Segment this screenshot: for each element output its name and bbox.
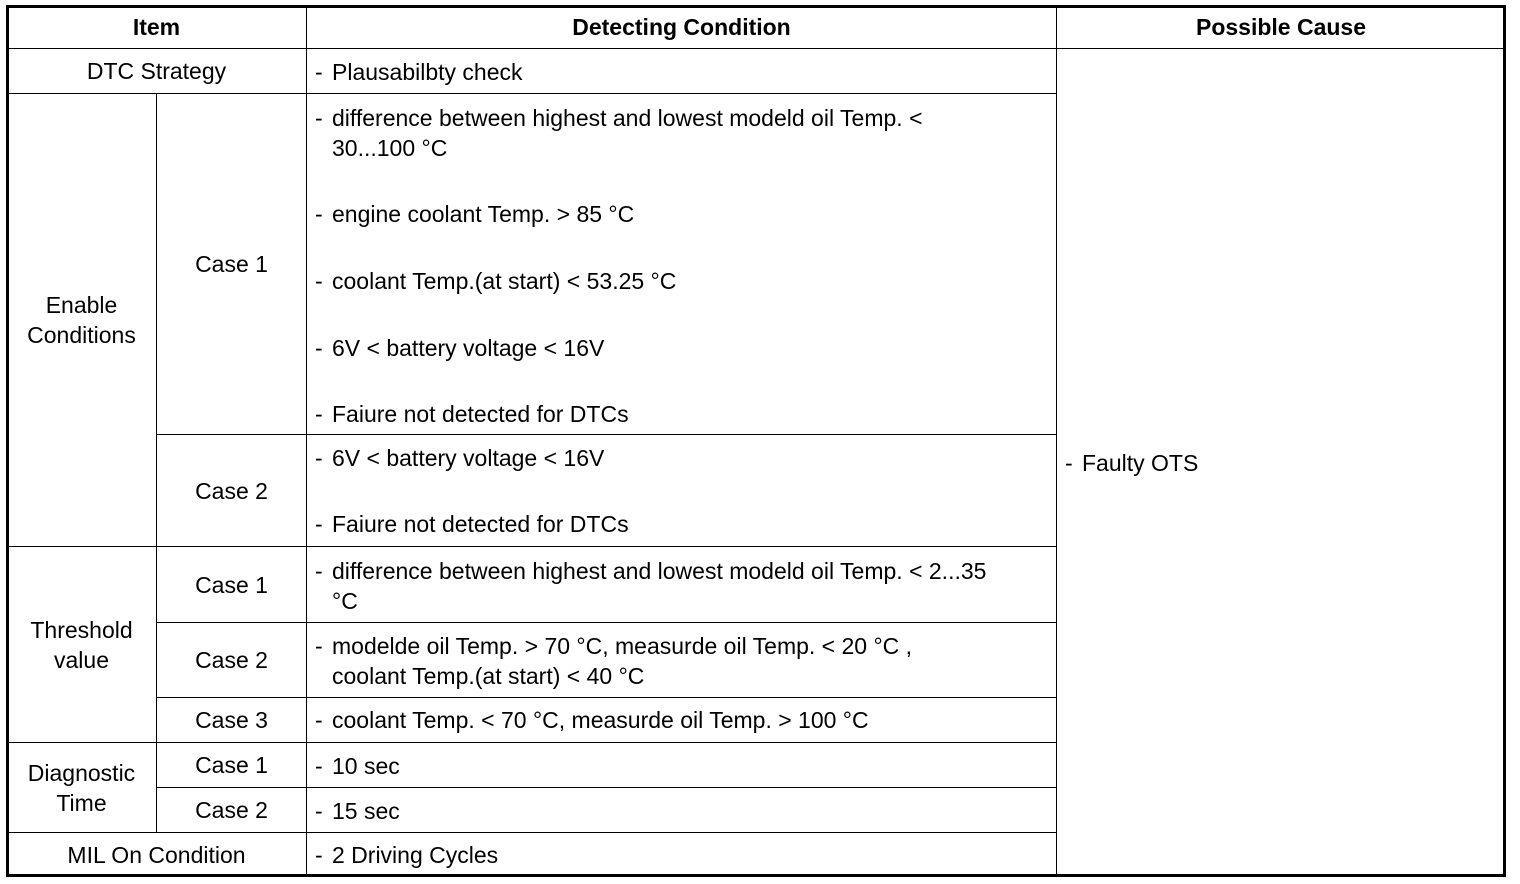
- condition-text: difference between highest and lowest modeld oil Temp. < 30...100 °C: [332, 105, 923, 161]
- bullet-dash: -: [315, 842, 323, 868]
- bullet-dash: -: [315, 798, 323, 824]
- threshold-case2-label: Case 2: [156, 622, 307, 698]
- diagnostic-case1-label: Case 1: [156, 742, 307, 788]
- bullet-dash: -: [315, 558, 323, 584]
- threshold-case2-condition: [306, 622, 1057, 698]
- bullet-dash: -: [1065, 449, 1073, 476]
- dtc-strategy-label: DTC Strategy: [6, 48, 307, 94]
- diagnostic-case2-label: Case 2: [156, 787, 307, 833]
- bullet-dash: -: [315, 401, 323, 427]
- enable-case2-conditions: [306, 434, 1057, 547]
- condition-text: engine coolant Temp. > 85 °C: [332, 201, 635, 227]
- threshold-case1-condition: [306, 546, 1057, 623]
- bullet-dash: -: [315, 335, 323, 361]
- header-item: Item: [6, 5, 307, 49]
- header-possible-cause: Possible Cause: [1056, 5, 1506, 49]
- enable-conditions-label: Enable Conditions: [6, 93, 157, 547]
- diagnostic-time-label: Diagnostic Time: [6, 742, 157, 833]
- condition-text: 10 sec: [332, 753, 400, 779]
- possible-cause-text: Faulty OTS: [1082, 449, 1199, 476]
- header-detecting-condition: Detecting Condition: [306, 5, 1057, 49]
- possible-cause-cell: [1056, 48, 1506, 877]
- bullet-dash: -: [315, 59, 323, 85]
- condition-text: coolant Temp.(at start) < 53.25 °C: [332, 268, 677, 294]
- bullet-dash: -: [315, 633, 323, 659]
- bullet-dash: -: [315, 201, 323, 227]
- threshold-case3-condition: [306, 697, 1057, 743]
- condition-text: modelde oil Temp. > 70 °C, measurde oil Temp. < 20 °C , coolant Temp.(at start) < 40 °C: [332, 633, 913, 689]
- bullet-dash: -: [315, 268, 323, 294]
- threshold-case1-label: Case 1: [156, 546, 307, 623]
- bullet-dash: -: [315, 753, 323, 779]
- threshold-case3-label: Case 3: [156, 697, 307, 743]
- bullet-dash: -: [315, 707, 323, 733]
- bullet-dash: -: [315, 105, 323, 131]
- condition-text: 15 sec: [332, 798, 400, 824]
- dtc-strategy-value: - Plausabilbty check: [306, 48, 1057, 94]
- condition-text: Faiure not detected for DTCs: [332, 401, 629, 427]
- diagnostic-case2-value: [306, 787, 1057, 833]
- enable-case1-conditions: [306, 93, 1057, 435]
- mil-on-condition-label: MIL On Condition: [6, 832, 307, 877]
- condition-text: 6V < battery voltage < 16V: [332, 445, 605, 471]
- condition-text: 6V < battery voltage < 16V: [332, 335, 605, 361]
- bullet-dash: -: [315, 511, 323, 537]
- condition-text: 2 Driving Cycles: [332, 842, 499, 868]
- condition-text: coolant Temp. < 70 °C, measurde oil Temp. > 100 °C: [332, 707, 869, 733]
- condition-text: Faiure not detected for DTCs: [332, 511, 629, 537]
- enable-case1-label: Case 1: [156, 93, 307, 435]
- threshold-value-label: Threshold value: [6, 546, 157, 743]
- enable-case2-label: Case 2: [156, 434, 307, 547]
- bullet-dash: -: [315, 445, 323, 471]
- diagnostic-case1-value: [306, 742, 1057, 788]
- condition-text: difference between highest and lowest modeld oil Temp. < 2...35 °C: [332, 558, 987, 614]
- mil-on-condition-value: [306, 832, 1057, 877]
